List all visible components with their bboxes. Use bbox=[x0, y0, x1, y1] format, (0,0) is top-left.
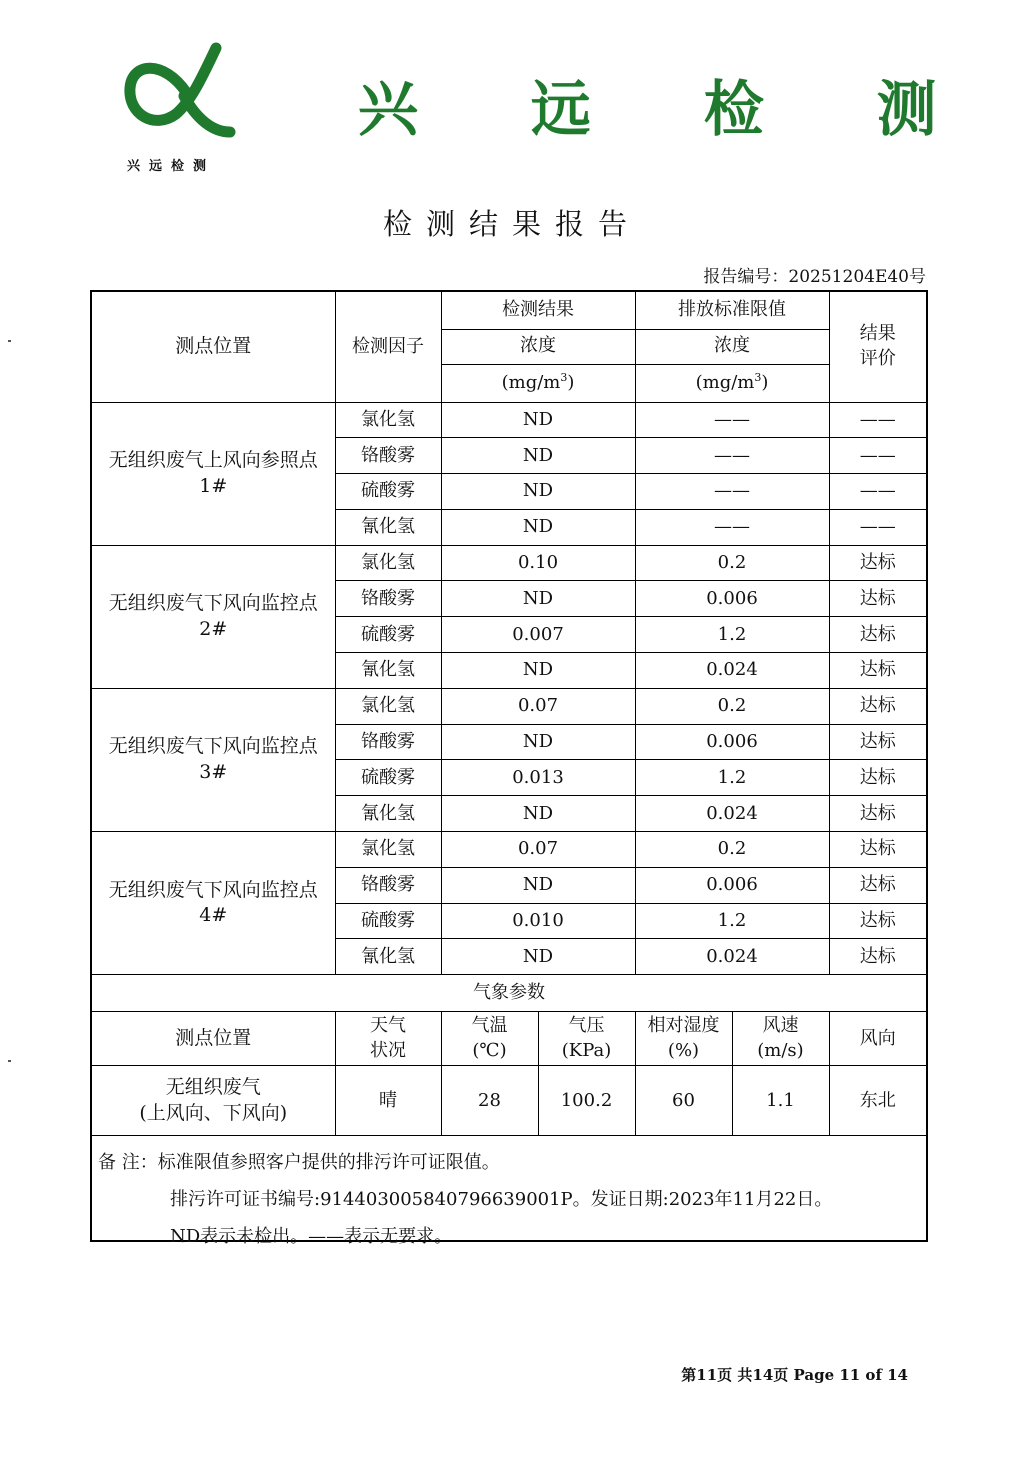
weather-header-temp-l2: (℃) bbox=[472, 1039, 507, 1061]
point-number: 2# bbox=[199, 617, 228, 640]
evaluation-value: 达标 bbox=[829, 688, 926, 724]
company-logo bbox=[124, 40, 236, 140]
weather-header-pressure-l1: 气压 bbox=[568, 1015, 605, 1037]
weather-header-pressure-l2: (KPa) bbox=[561, 1039, 612, 1061]
header-limit-unit bbox=[635, 364, 829, 402]
point-number: 1# bbox=[199, 474, 228, 497]
factor-name: 氯化氢 bbox=[335, 832, 441, 868]
note-line-3: ND表示未检出。——表示无要求。 bbox=[170, 1226, 453, 1248]
result-value: 0.07 bbox=[441, 688, 635, 724]
limit-value: 1.2 bbox=[635, 760, 829, 796]
table-row bbox=[92, 832, 926, 868]
logo-caption: 兴远检测 bbox=[127, 159, 216, 174]
notes bbox=[92, 1136, 926, 1255]
result-value: 0.07 bbox=[441, 832, 635, 868]
weather-humidity: 60 bbox=[635, 1066, 732, 1136]
weather-temperature: 28 bbox=[441, 1066, 538, 1136]
header-evaluation bbox=[829, 292, 926, 402]
evaluation-value: —— bbox=[829, 474, 926, 510]
weather-header-condition-l1: 天气 bbox=[370, 1015, 406, 1037]
factor-name: 氯化氢 bbox=[335, 688, 441, 724]
factor-name: 氯化氢 bbox=[335, 545, 441, 581]
factor-name: 铬酸雾 bbox=[335, 438, 441, 474]
point-location bbox=[92, 688, 335, 831]
limit-value: 0.006 bbox=[635, 724, 829, 760]
result-value: ND bbox=[441, 438, 635, 474]
unit-prefix: (mg/m bbox=[501, 371, 561, 393]
result-value: ND bbox=[441, 474, 635, 510]
point-number: 4# bbox=[199, 904, 228, 927]
weather-header-humidity-l1: 相对湿度 bbox=[647, 1015, 720, 1037]
result-value: ND bbox=[441, 402, 635, 438]
limit-value: 0.2 bbox=[635, 832, 829, 868]
weather-wind-direction: 东北 bbox=[829, 1066, 926, 1136]
factor-name: 铬酸雾 bbox=[335, 724, 441, 760]
evaluation-value: 达标 bbox=[829, 545, 926, 581]
table-row bbox=[92, 402, 926, 438]
header-evaluation-line1: 结果 bbox=[859, 323, 896, 345]
table-row bbox=[92, 688, 926, 724]
factor-name: 氰化氢 bbox=[335, 509, 441, 545]
result-value: ND bbox=[441, 509, 635, 545]
point-name: 无组织废气上风向参照点 bbox=[108, 448, 318, 471]
point-name: 无组织废气下风向监控点 bbox=[108, 592, 318, 615]
limit-value: 0.024 bbox=[635, 939, 829, 975]
weather-header-temp bbox=[441, 1012, 538, 1066]
result-value: 0.10 bbox=[441, 545, 635, 581]
results-table bbox=[92, 292, 926, 1136]
result-value: 0.013 bbox=[441, 760, 635, 796]
evaluation-value: —— bbox=[829, 438, 926, 474]
header-location: 测点位置 bbox=[92, 292, 335, 402]
evaluation-value: 达标 bbox=[829, 581, 926, 617]
report-number: 报告编号：20251204E40号 bbox=[703, 267, 926, 287]
result-value: ND bbox=[441, 939, 635, 975]
limit-value: —— bbox=[635, 402, 829, 438]
table-row bbox=[92, 545, 926, 581]
weather-header-pressure bbox=[538, 1012, 635, 1066]
weather-header-wind-speed-l1: 风速 bbox=[762, 1015, 799, 1037]
result-value: ND bbox=[441, 867, 635, 903]
factor-name: 硫酸雾 bbox=[335, 760, 441, 796]
limit-value: —— bbox=[635, 438, 829, 474]
header-result-group: 检测结果 bbox=[441, 292, 635, 329]
unit-exponent: 3 bbox=[560, 370, 568, 384]
factor-name: 硫酸雾 bbox=[335, 617, 441, 653]
evaluation-value: 达标 bbox=[829, 724, 926, 760]
weather-header-wind-dir: 风向 bbox=[829, 1012, 926, 1066]
evaluation-value: 达标 bbox=[829, 653, 926, 689]
point-location bbox=[92, 545, 335, 688]
weather-header-humidity-l2: (%) bbox=[667, 1039, 700, 1061]
evaluation-value: 达标 bbox=[829, 867, 926, 903]
header-result-unit bbox=[441, 364, 635, 402]
weather-header-wind-speed bbox=[732, 1012, 829, 1066]
limit-value: 0.024 bbox=[635, 653, 829, 689]
limit-value: 0.024 bbox=[635, 796, 829, 832]
scan-mark bbox=[8, 340, 11, 342]
weather-condition: 晴 bbox=[335, 1066, 441, 1136]
factor-name: 硫酸雾 bbox=[335, 474, 441, 510]
factor-name: 氰化氢 bbox=[335, 653, 441, 689]
evaluation-value: 达标 bbox=[829, 760, 926, 796]
point-location bbox=[92, 402, 335, 545]
weather-section-title: 气象参数 bbox=[92, 975, 926, 1012]
result-value: ND bbox=[441, 653, 635, 689]
weather-location bbox=[92, 1066, 335, 1136]
limit-value: —— bbox=[635, 509, 829, 545]
evaluation-value: 达标 bbox=[829, 796, 926, 832]
weather-header-location: 测点位置 bbox=[92, 1012, 335, 1066]
result-value: 0.007 bbox=[441, 617, 635, 653]
factor-name: 硫酸雾 bbox=[335, 903, 441, 939]
scan-mark bbox=[8, 1060, 11, 1062]
limit-value: 0.006 bbox=[635, 581, 829, 617]
weather-header-wind-speed-l2: (m/s) bbox=[757, 1039, 804, 1061]
limit-value: —— bbox=[635, 474, 829, 510]
weather-location-l1: 无组织废气 bbox=[165, 1076, 261, 1099]
result-value: 0.010 bbox=[441, 903, 635, 939]
header-factor: 检测因子 bbox=[335, 292, 441, 402]
header-limit-group: 排放标准限值 bbox=[635, 292, 829, 329]
evaluation-value: 达标 bbox=[829, 903, 926, 939]
unit-suffix: ) bbox=[567, 371, 575, 393]
header-evaluation-line2: 评价 bbox=[859, 347, 896, 369]
factor-name: 氰化氢 bbox=[335, 796, 441, 832]
point-number: 3# bbox=[199, 760, 228, 783]
report-title: 检测结果报告 bbox=[382, 207, 641, 241]
weather-wind-speed: 1.1 bbox=[732, 1066, 829, 1136]
evaluation-value: 达标 bbox=[829, 617, 926, 653]
factor-name: 铬酸雾 bbox=[335, 581, 441, 617]
limit-value: 0.2 bbox=[635, 545, 829, 581]
header-result-concentration: 浓度 bbox=[441, 329, 635, 364]
unit-suffix: ) bbox=[761, 371, 769, 393]
weather-header-condition-l2: 状况 bbox=[370, 1039, 406, 1061]
result-value: ND bbox=[441, 724, 635, 760]
brand-name: 兴 远 检 测 bbox=[358, 75, 983, 145]
evaluation-value: 达标 bbox=[829, 939, 926, 975]
evaluation-value: —— bbox=[829, 402, 926, 438]
results-table-frame bbox=[90, 290, 928, 1248]
limit-value: 0.2 bbox=[635, 688, 829, 724]
note-line-1: 备 注：标准限值参照客户提供的排污许可证限值。 bbox=[98, 1152, 500, 1174]
evaluation-value: 达标 bbox=[829, 832, 926, 868]
weather-header-humidity bbox=[635, 1012, 732, 1066]
note-line-2: 排污许可证书编号:91440300584079663900​1P。发证日期:2023年11月22日。 bbox=[170, 1189, 833, 1211]
limit-value: 1.2 bbox=[635, 903, 829, 939]
weather-header-temp-l1: 气温 bbox=[471, 1015, 508, 1037]
weather-pressure: 100.2 bbox=[538, 1066, 635, 1136]
weather-location-l2: (上风向、下风向) bbox=[139, 1101, 288, 1124]
header-limit-concentration: 浓度 bbox=[635, 329, 829, 364]
unit-exponent: 3 bbox=[754, 370, 762, 384]
unit-prefix: (mg/m bbox=[695, 371, 755, 393]
weather-header-condition bbox=[335, 1012, 441, 1066]
result-value: ND bbox=[441, 581, 635, 617]
point-location bbox=[92, 832, 335, 975]
page-footer: 第11页 共14页 Page 11 of 14 bbox=[681, 1366, 908, 1384]
factor-name: 氰化氢 bbox=[335, 939, 441, 975]
result-value: ND bbox=[441, 796, 635, 832]
evaluation-value: —— bbox=[829, 509, 926, 545]
point-name: 无组织废气下风向监控点 bbox=[108, 735, 318, 758]
factor-name: 氯化氢 bbox=[335, 402, 441, 438]
point-name: 无组织废气下风向监控点 bbox=[108, 878, 318, 901]
limit-value: 0.006 bbox=[635, 867, 829, 903]
factor-name: 铬酸雾 bbox=[335, 867, 441, 903]
limit-value: 1.2 bbox=[635, 617, 829, 653]
